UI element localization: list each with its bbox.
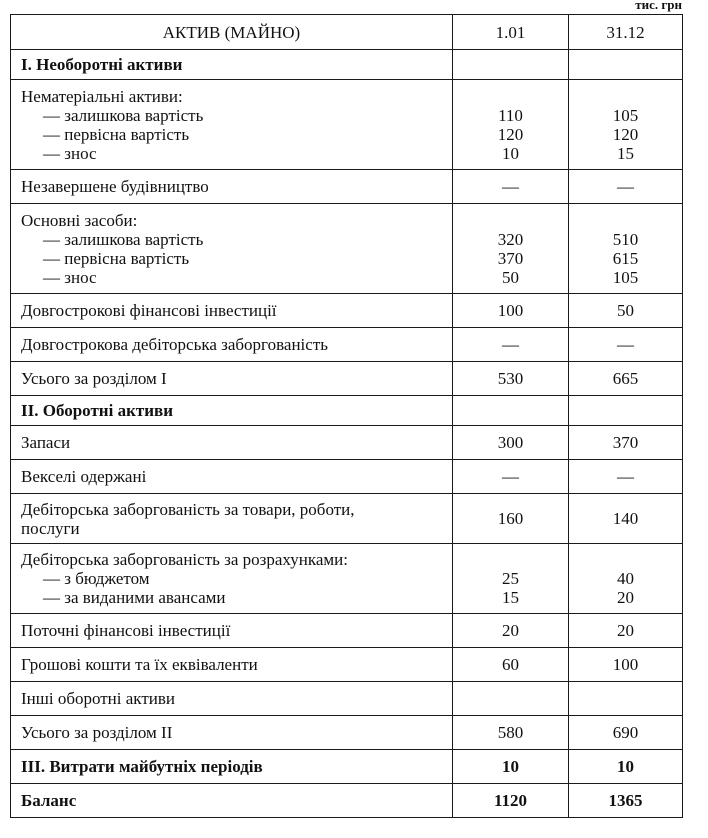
value-start — [453, 294, 569, 328]
label-line: Поточні фінансові інвестиції — [21, 621, 231, 640]
value-line: 320 — [497, 229, 524, 249]
value-line: 140 — [612, 509, 639, 528]
row-label — [11, 750, 453, 784]
value-line: 50 — [617, 301, 634, 320]
header-row — [11, 15, 683, 50]
value-end — [569, 648, 683, 682]
value-line: 10 — [617, 757, 634, 776]
value-start — [453, 170, 569, 204]
value-start — [453, 682, 569, 716]
table-row-trade_receiv — [11, 494, 683, 544]
table-row-construction — [11, 170, 683, 204]
value-line: 1365 — [608, 791, 643, 810]
table-row-total1 — [11, 362, 683, 396]
row-label — [11, 544, 453, 614]
value-line: 580 — [497, 723, 524, 742]
value-line: 690 — [612, 723, 639, 742]
value-line: — — [617, 335, 634, 354]
value-end — [569, 294, 683, 328]
label-line: Нематеріальні активи: — [21, 86, 183, 106]
value-start — [453, 784, 569, 818]
value-end — [569, 328, 683, 362]
value-line: — — [617, 467, 634, 486]
value-line: 110 — [498, 105, 523, 125]
row-label — [11, 614, 453, 648]
spacer — [453, 211, 568, 230]
value-line: 60 — [502, 655, 519, 674]
label-line: — знос — [43, 143, 97, 163]
value-line: 10 — [502, 757, 519, 776]
value-end — [569, 396, 683, 426]
row-label — [11, 426, 453, 460]
value-end — [569, 50, 683, 80]
label-line: Незавершене будівництво — [21, 177, 209, 196]
value-line: 20 — [617, 588, 634, 607]
label-line: — залишкова вартість — [43, 229, 204, 249]
table-row-lt_invest — [11, 294, 683, 328]
table-row-intangible — [11, 80, 683, 170]
value-line: 100 — [612, 655, 639, 674]
value-end — [569, 682, 683, 716]
table-row-total2 — [11, 716, 683, 750]
label-line: Дебіторська заборгованість за розрахунками: — [21, 550, 348, 569]
label-line: Усього за розділом II — [21, 723, 173, 742]
value-end — [569, 716, 683, 750]
label-line: II. Оборотні активи — [21, 401, 173, 420]
value-start — [453, 750, 569, 784]
spacer — [453, 87, 568, 106]
table-row-s1 — [11, 50, 683, 80]
value-start — [453, 362, 569, 396]
value-start — [453, 614, 569, 648]
label-line: — первісна вартість — [43, 248, 190, 268]
row-label — [11, 362, 453, 396]
label-line: Усього за розділом I — [21, 369, 167, 388]
row-label — [11, 494, 453, 544]
spacer — [569, 211, 682, 230]
label-line: — залишкова вартість — [43, 105, 204, 125]
value-line: 25 — [502, 569, 519, 588]
value-end — [569, 426, 683, 460]
label-line: Інші оборотні активи — [21, 689, 175, 708]
label-line: Довгострокова дебіторська заборгованість — [21, 335, 328, 354]
table-row-other — [11, 682, 683, 716]
value-line: 105 — [612, 267, 639, 287]
spacer — [453, 550, 568, 569]
row-label — [11, 716, 453, 750]
row-label — [11, 648, 453, 682]
value-line: 665 — [612, 369, 639, 388]
value-start — [453, 460, 569, 494]
table-row-bills — [11, 460, 683, 494]
value-line: 370 — [612, 433, 639, 452]
label-line: послуги — [21, 518, 80, 538]
value-end — [569, 784, 683, 818]
table-row-lt_receiv — [11, 328, 683, 362]
value-start — [453, 716, 569, 750]
label-line: Грошові кошти та їх еквіваленти — [21, 655, 258, 674]
value-line: 370 — [497, 248, 524, 268]
value-line: 160 — [497, 509, 524, 528]
value-line: 530 — [497, 369, 524, 388]
value-end — [569, 362, 683, 396]
value-start — [453, 544, 569, 614]
value-line: — — [617, 177, 634, 196]
header-end: 31.12 — [569, 15, 683, 50]
value-end — [569, 80, 683, 170]
value-line: 15 — [617, 143, 634, 163]
row-label — [11, 170, 453, 204]
value-end — [569, 750, 683, 784]
balance-asset-table — [10, 14, 683, 818]
value-line: 40 — [617, 569, 634, 588]
value-end — [569, 494, 683, 544]
value-start — [453, 494, 569, 544]
label-line: Векселі одержані — [21, 467, 147, 486]
value-line: 120 — [497, 124, 524, 144]
unit-label: тис. грн — [635, 0, 682, 12]
table-row-settle_receiv — [11, 544, 683, 614]
table-body — [11, 50, 683, 818]
value-start — [453, 80, 569, 170]
table-row-s3 — [11, 750, 683, 784]
label-line: Баланс — [21, 791, 77, 810]
table-row-balance — [11, 784, 683, 818]
header-start: 1.01 — [453, 15, 569, 50]
value-line: 510 — [612, 229, 639, 249]
label-line: — первісна вартість — [43, 124, 190, 144]
value-line: 1120 — [493, 791, 528, 810]
value-line: 10 — [502, 143, 519, 163]
label-line: Дебіторська заборгованість за товари, роботи, — [21, 499, 355, 519]
value-line: 100 — [497, 301, 524, 320]
value-line: 105 — [612, 105, 639, 125]
value-end — [569, 170, 683, 204]
row-label — [11, 328, 453, 362]
value-line: — — [502, 335, 519, 354]
table-row-s2 — [11, 396, 683, 426]
label-line: — за виданими авансами — [43, 588, 226, 607]
row-label — [11, 80, 453, 170]
header-item: АКТИВ (МАЙНО) — [11, 15, 453, 50]
value-start — [453, 648, 569, 682]
value-line: 20 — [617, 621, 634, 640]
value-end — [569, 614, 683, 648]
spacer — [569, 87, 682, 106]
value-end — [569, 544, 683, 614]
table-row-st_invest — [11, 614, 683, 648]
value-line: — — [502, 177, 519, 196]
value-start — [453, 50, 569, 80]
value-start — [453, 204, 569, 294]
value-start — [453, 396, 569, 426]
label-line: I. Необоротні активи — [21, 55, 183, 74]
value-line: 15 — [502, 588, 519, 607]
value-end — [569, 460, 683, 494]
label-line: Довгострокові фінансові інвестиції — [21, 301, 277, 320]
row-label — [11, 204, 453, 294]
label-line: III. Витрати майбутніх періодів — [21, 757, 263, 776]
value-start — [453, 426, 569, 460]
label-line: — з бюджетом — [43, 569, 150, 588]
label-line: Запаси — [21, 433, 71, 452]
row-label — [11, 396, 453, 426]
value-line: 120 — [612, 124, 639, 144]
value-line: — — [502, 467, 519, 486]
label-line: — знос — [43, 267, 97, 287]
table-row-cash — [11, 648, 683, 682]
value-start — [453, 328, 569, 362]
value-end — [569, 204, 683, 294]
row-label — [11, 682, 453, 716]
value-line: 50 — [502, 267, 519, 287]
value-line: 615 — [612, 248, 639, 268]
value-line: 300 — [497, 433, 524, 452]
value-line: 20 — [502, 621, 519, 640]
row-label — [11, 460, 453, 494]
row-label — [11, 294, 453, 328]
label-line: Основні засоби: — [21, 210, 138, 230]
row-label — [11, 50, 453, 80]
spacer — [569, 550, 682, 569]
table-row-inventory — [11, 426, 683, 460]
row-label — [11, 784, 453, 818]
table-row-fixed — [11, 204, 683, 294]
